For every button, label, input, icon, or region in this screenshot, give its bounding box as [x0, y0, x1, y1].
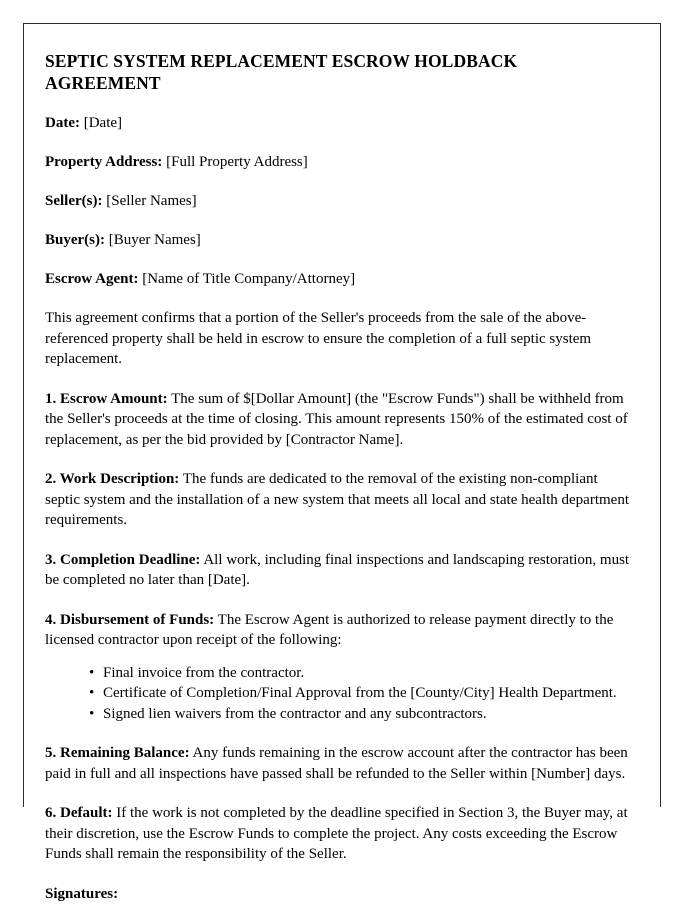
section-work-description — [45, 469, 635, 531]
field-label-sellers: Seller(s): — [45, 193, 102, 209]
field-value-escrow-agent: [Name of Title Company/Attorney] — [142, 271, 355, 287]
field-value-sellers: [Seller Names] — [106, 193, 196, 209]
section-text-work-description: The funds are dedicated to the removal of the existing non-compliant septic system and the installation of a new system that meets all local and state health department requirements. — [45, 471, 629, 528]
section-label-completion-deadline: 3. Completion Deadline: — [45, 552, 200, 568]
document-title: SEPTIC SYSTEM REPLACEMENT ESCROW HOLDBACK AGREEMENT — [45, 50, 635, 94]
section-text-default: If the work is not completed by the deadline specified in Section 3, the Buyer may, at their discretion, use the Escrow Funds to complete the project. Any costs exceeding the Escrow Funds shall remain the responsibility of the Seller. — [45, 805, 628, 862]
section-label-work-description: 2. Work Description: — [45, 471, 179, 487]
field-row-escrow-agent — [45, 269, 635, 289]
section-text-completion-deadline: All work, including final inspections and landscaping restoration, must be completed no later than [Date]. — [45, 552, 629, 589]
intro-paragraph: This agreement confirms that a portion of the Seller's proceeds from the sale of the above-referenced property shall be held in escrow to ensure the completion of a full septic system replacement. — [45, 308, 635, 370]
section-escrow-amount — [45, 389, 635, 451]
signatures-heading: Signatures: — [45, 884, 635, 904]
document-page-frame — [23, 23, 661, 807]
list-item: • Final invoice from the contractor. — [89, 663, 635, 684]
section-label-default: 6. Default: — [45, 805, 113, 821]
field-value-buyers: [Buyer Names] — [109, 232, 201, 248]
section-remaining-balance — [45, 743, 635, 784]
field-row-property-address — [45, 152, 635, 172]
field-value-date: [Date] — [84, 115, 122, 131]
section-text-remaining-balance: Any funds remaining in the escrow account after the contractor has been paid in full and all inspections have passed shall be refunded to the Seller within [Number] days. — [45, 745, 628, 782]
section-label-remaining-balance: 5. Remaining Balance: — [45, 745, 190, 761]
field-row-date — [45, 113, 635, 133]
field-label-date: Date: — [45, 115, 80, 131]
field-label-escrow-agent: Escrow Agent: — [45, 271, 138, 287]
section-completion-deadline — [45, 550, 635, 591]
list-item: • Certificate of Completion/Final Approval from the [County/City] Health Department. — [89, 683, 635, 704]
field-value-property-address: [Full Property Address] — [166, 154, 308, 170]
field-label-property-address: Property Address: — [45, 154, 162, 170]
list-item: • Signed lien waivers from the contractor and any subcontractors. — [89, 704, 635, 725]
field-row-sellers — [45, 191, 635, 211]
disbursement-requirements-list — [45, 663, 635, 725]
section-default — [45, 803, 635, 865]
section-label-escrow-amount: 1. Escrow Amount: — [45, 391, 168, 407]
section-label-disbursement-of-funds: 4. Disbursement of Funds: — [45, 612, 214, 628]
document-content — [45, 24, 635, 904]
section-text-escrow-amount: The sum of $[Dollar Amount] (the "Escrow Funds") shall be withheld from the Seller's proceeds at the time of closing. This amount represents 150% of the estimated cost of replacement, as per the bid provided by [Contractor Name]. — [45, 391, 628, 448]
section-disbursement-of-funds — [45, 610, 635, 651]
field-label-buyers: Buyer(s): — [45, 232, 105, 248]
section-text-disbursement-of-funds: The Escrow Agent is authorized to release payment directly to the licensed contractor upon receipt of the following: — [45, 612, 613, 649]
field-row-buyers — [45, 230, 635, 250]
